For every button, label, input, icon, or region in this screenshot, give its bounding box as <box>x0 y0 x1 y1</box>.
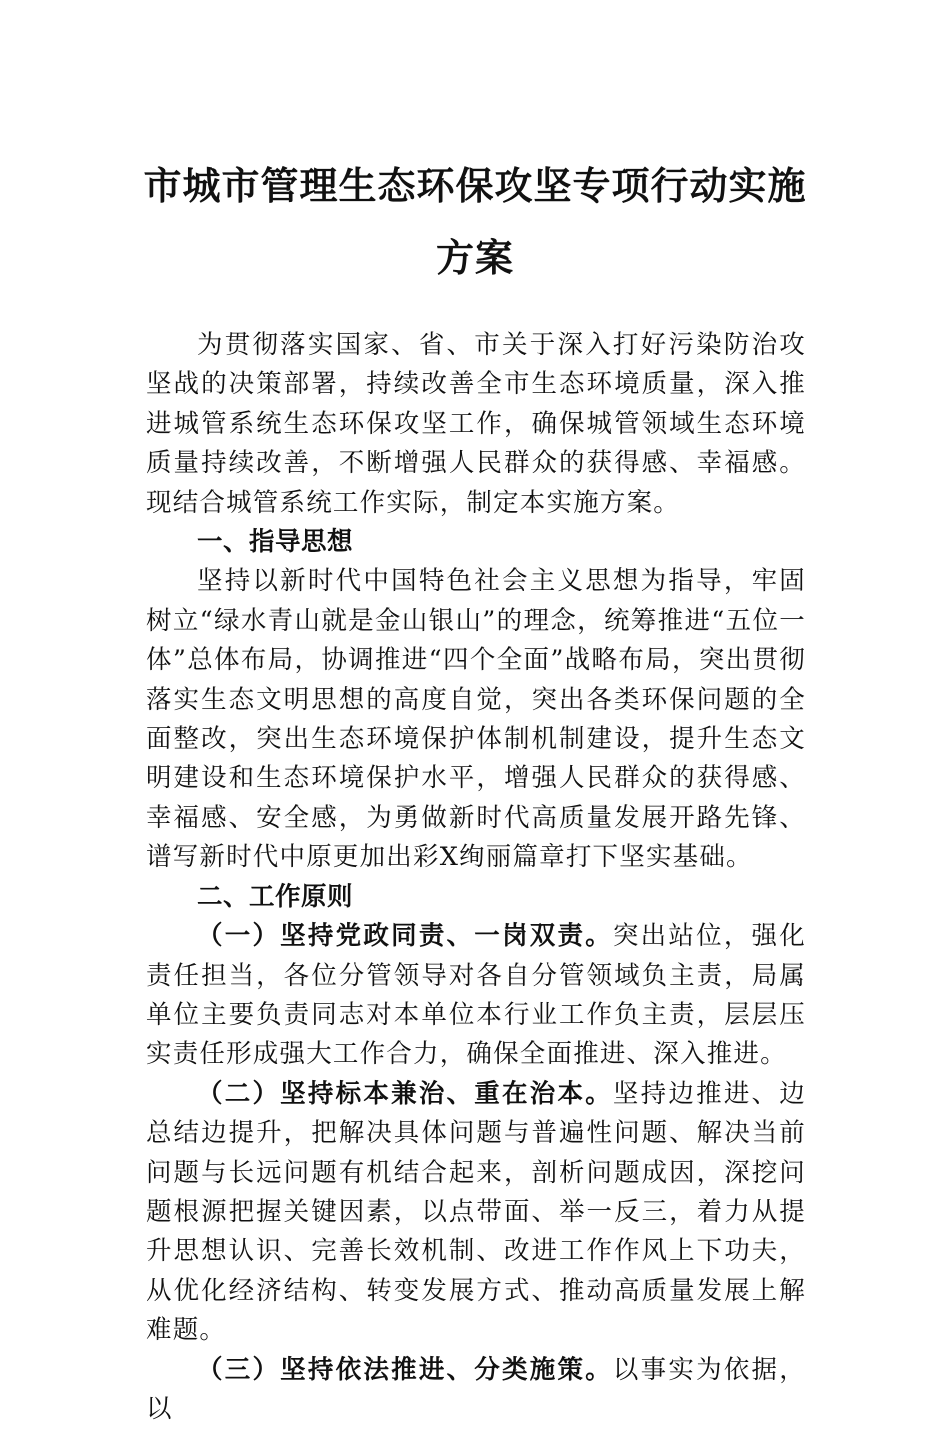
principle-lead: （二）坚持标本兼治、重在治本。 <box>197 1078 613 1109</box>
principle-item <box>146 1075 806 1351</box>
section-heading-work-principles: 二、工作原则 <box>197 881 354 912</box>
principle-lead: （一）坚持党政同责、一岗双责。 <box>197 921 613 952</box>
principle-text: 坚持边推进、边总结边提升，把解决具体问题与普遍性问题、解决当前问题与长远问题有机结合起来，剖析问题成因，深挖问题根源把握关键因素，以点带面、举一反三，着力从提升思想认识、完善长效机制、改进工作作风上下功夫，从优化经济结构、转变发展方式、推动高质量发展上解难题。 <box>146 1078 806 1346</box>
principle-text: 突出站位，强化责任担当，各位分管领导对各自分管领域负主责，局属单位主要负责同志对本单位本行业工作负主责，层层压实责任形成强大工作合力，确保全面推进、深入推进。 <box>146 921 806 1070</box>
document-title: 市城市管理生态环保攻坚专项行动实施方案 <box>143 163 807 280</box>
principle-item <box>146 917 806 1075</box>
intro-paragraph: 为贯彻落实国家、省、市关于深入打好污染防治攻坚战的决策部署，持续改善全市生态环境质量，深入推进城管系统生态环保攻坚工作，确保城管领域生态环境质量持续改善，不断增强人民群众的获得感、幸福感。现结合城管系统工作实际，制定本实施方案。 <box>146 330 806 518</box>
guiding-ideology-paragraph: 坚持以新时代中国特色社会主义思想为指导，牢固树立“绿水青山就是金山银山”的理念，统筹推进“五位一体”总体布局，协调推进“四个全面”战略布局，突出贯彻落实生态文明思想的高度自觉，突出各类环保问题的全面整改，突出生态环境保护体制机制建设，提升生态文明建设和生态环境保护水平，增强人民群众的获得感、幸福感、安全感，为勇做新时代高质量发展开路先锋、谱写新时代中原更加出彩X绚丽篇章打下坚实基础。 <box>146 566 806 873</box>
principle-item <box>146 1351 806 1429</box>
section-heading-guiding-ideology: 一、指导思想 <box>197 527 354 558</box>
document-body <box>146 326 806 1429</box>
principle-lead: （三）坚持依法推进、分类施策。 <box>197 1354 613 1385</box>
principle-text: 以事实为依据，以 <box>146 1354 806 1424</box>
